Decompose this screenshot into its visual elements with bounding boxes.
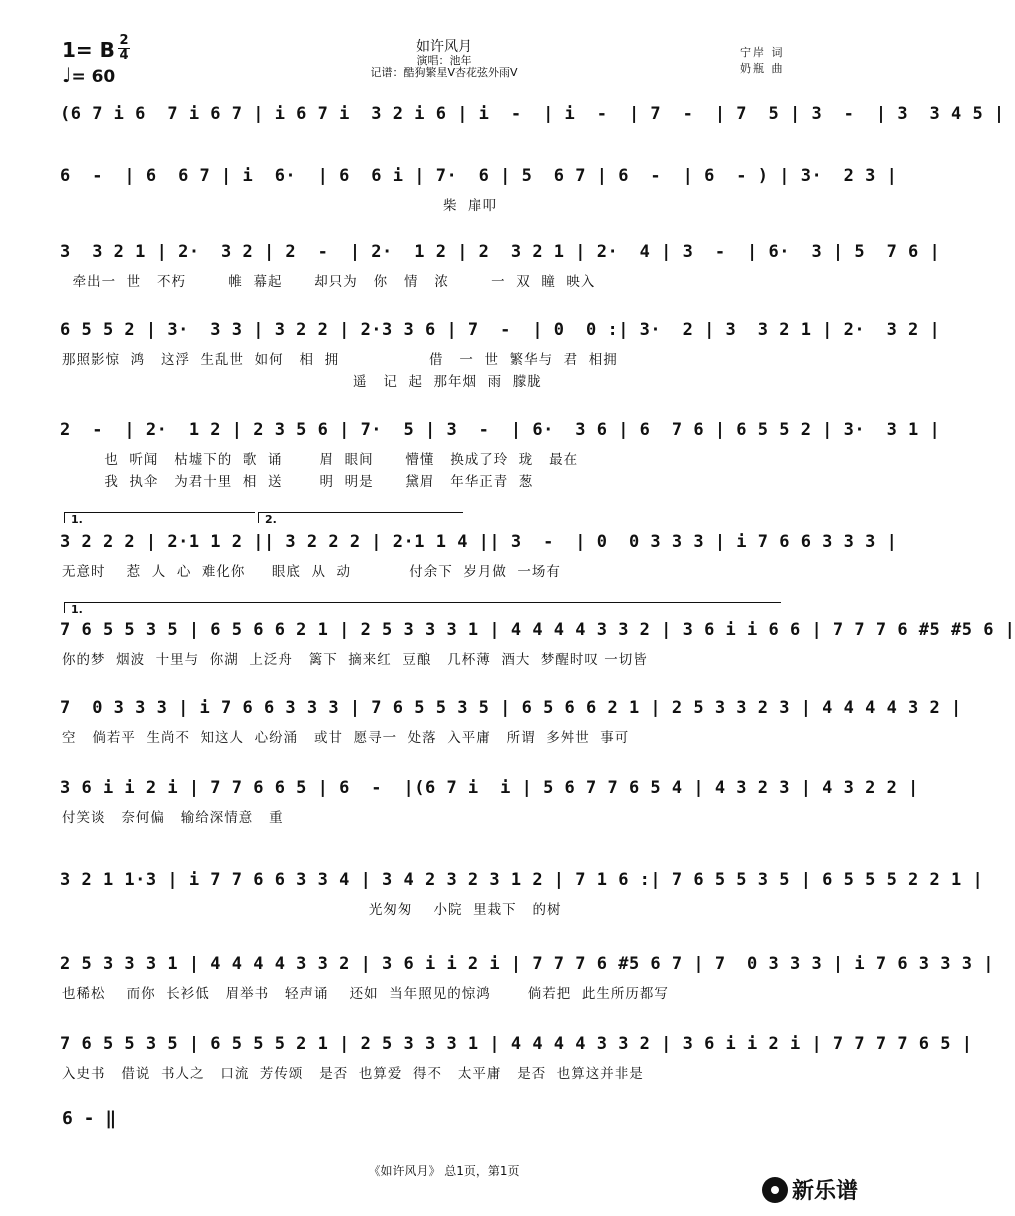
lyric-line-10: 光匆匆 小院 里栽下 的树 (62, 902, 562, 918)
lyric-line-7: 你的梦 烟波 十里与 你湖 上泛舟 篱下 摘来红 豆酿 几杯薄 酒大 梦醒时叹 一切皆 (62, 652, 648, 668)
brand-logo (762, 1174, 858, 1205)
lyric-line-6: 无意时 惹 人 心 难化你 眼底 从 动 付余下 岁月做 一场有 (62, 564, 561, 580)
music-line-7: 7 6 5 5 3 5 | 6 5 6 6 2 1 | 2 5 3 3 3 1 | 4 4 4 4 3 3 2 | 3 6 i i 6 6 | 7 7 7 6 #5 #5 6 | (60, 620, 1015, 640)
lyricist-credit: 宁岸 词 (740, 46, 785, 59)
music-line-9: 3 6 i i 2 i | 7 7 6 6 5 | 6 - |(6 7 i i | 5 6 7 7 6 5 4 | 4 3 2 3 | 4 3 2 2 | (60, 778, 919, 798)
page-footer: 《如许风月》 总1页，第1页 (368, 1164, 520, 1178)
quarter-note-icon: ♩ (62, 63, 72, 87)
singer-credit: 演唱：池年 (416, 54, 472, 67)
lyric-line-9: 付笑谈 奈何偏 输给深情意 重 (62, 810, 284, 826)
lyric-line-5b: 我 执伞 为君十里 相 送 明 明是 黛眉 年华正青 葱 (62, 474, 534, 490)
volta-bracket-2: 2. (258, 512, 463, 523)
meter-top: 2 (119, 33, 129, 48)
vinyl-disc-icon (762, 1177, 788, 1203)
music-line-11: 2 5 3 3 3 1 | 4 4 4 4 3 3 2 | 3 6 i i 2 i | 7 7 7 6 #5 6 7 | 7 0 3 3 3 | i 7 6 3 3 3 | (60, 954, 994, 974)
lyric-line-3: 牵出一 世 不朽 帷 幕起 却只为 你 情 浓 一 双 瞳 映入 (62, 274, 596, 290)
tempo-value: = 60 (71, 67, 116, 87)
music-line-2: 6 - | 6 6 7 | i 6· | 6 6 i | 7· 6 | 5 6 7 | 6 - | 6 - ) | 3· 2 3 | (60, 166, 898, 186)
song-title: 如许风月 (416, 39, 472, 55)
volta-bracket-1: 1. (64, 512, 255, 523)
transcriber-credit: 记谱：酷狗繁星V杏花弦外雨V (370, 66, 518, 79)
lyric-line-5: 也 听闻 枯墟下的 歌 诵 眉 眼间 懵懂 换成了玲 珑 最在 (62, 452, 579, 468)
music-line-12: 7 6 5 5 3 5 | 6 5 5 5 2 1 | 2 5 3 3 3 1 | 4 4 4 4 3 3 2 | 3 6 i i 2 i | 7 7 7 7 6 5 | (60, 1034, 973, 1054)
meter-bottom: 4 (119, 48, 129, 63)
music-line-1: (6 7 i 6 7 i 6 7 | i 6 7 i 3 2 i 6 | i - | i - | 7 - | 7 5 | 3 - | 3 3 4 5 | (60, 104, 1005, 124)
final-measure: 6 - ‖ (62, 1108, 117, 1129)
brand-name: 新乐谱 (792, 1179, 859, 1204)
lyric-line-12: 入史书 借说 书人之 口流 芳传颂 是否 也算爱 得不 太平庸 是否 也算这并非是 (62, 1066, 644, 1082)
lyric-line-4: 那照影惊 鸿 这浮 生乱世 如何 相 拥 借 一 世 繁华与 君 相拥 (62, 352, 618, 368)
lyric-line-11: 也稀松 而你 长衫低 眉举书 轻声诵 还如 当年照见的惊鸿 倘若把 此生所历都写 (62, 986, 669, 1002)
music-line-10: 3 2 1 1·3 | i 7 7 6 6 3 3 4 | 3 4 2 3 2 3 1 2 | 7 1 6 :| 7 6 5 5 3 5 | 6 5 5 5 2 2 1 | (60, 870, 984, 890)
music-line-5: 2 - | 2· 1 2 | 2 3 5 6 | 7· 5 | 3 - | 6· 3 6 | 6 7 6 | 6 5 5 2 | 3· 3 1 | (60, 420, 941, 440)
lyric-line-8: 空 倘若平 生尚不 知这人 心纷涌 或甘 愿寻一 处落 入平庸 所谓 多舛世 事可 (62, 730, 630, 746)
lyric-line-4b: 遥 记 起 那年烟 雨 朦胧 (62, 374, 542, 390)
key-signature: 1= B (62, 38, 115, 62)
music-line-6: 3 2 2 2 | 2·1 1 2 || 3 2 2 2 | 2·1 1 4 || 3 - | 0 0 3 3 3 | i 7 6 6 3 3 3 | (60, 532, 898, 552)
music-line-3: 3 3 2 1 | 2· 3 2 | 2 - | 2· 1 2 | 2 3 2 1 | 2· 4 | 3 - | 6· 3 | 5 7 6 | (60, 242, 941, 262)
music-line-4: 6 5 5 2 | 3· 3 3 | 3 2 2 | 2·3 3 6 | 7 - | 0 0 :| 3· 2 | 3 3 2 1 | 2· 3 2 | (60, 320, 941, 340)
volta-bracket-3: 1. (64, 602, 781, 613)
composer-credit: 奶瓶 曲 (740, 62, 785, 75)
lyric-line-2: 柴 扉叩 (62, 198, 498, 214)
music-line-8: 7 0 3 3 3 | i 7 6 6 3 3 3 | 7 6 5 5 3 5 | 6 5 6 6 2 1 | 2 5 3 3 2 3 | 4 4 4 4 3 2 | (60, 698, 962, 718)
